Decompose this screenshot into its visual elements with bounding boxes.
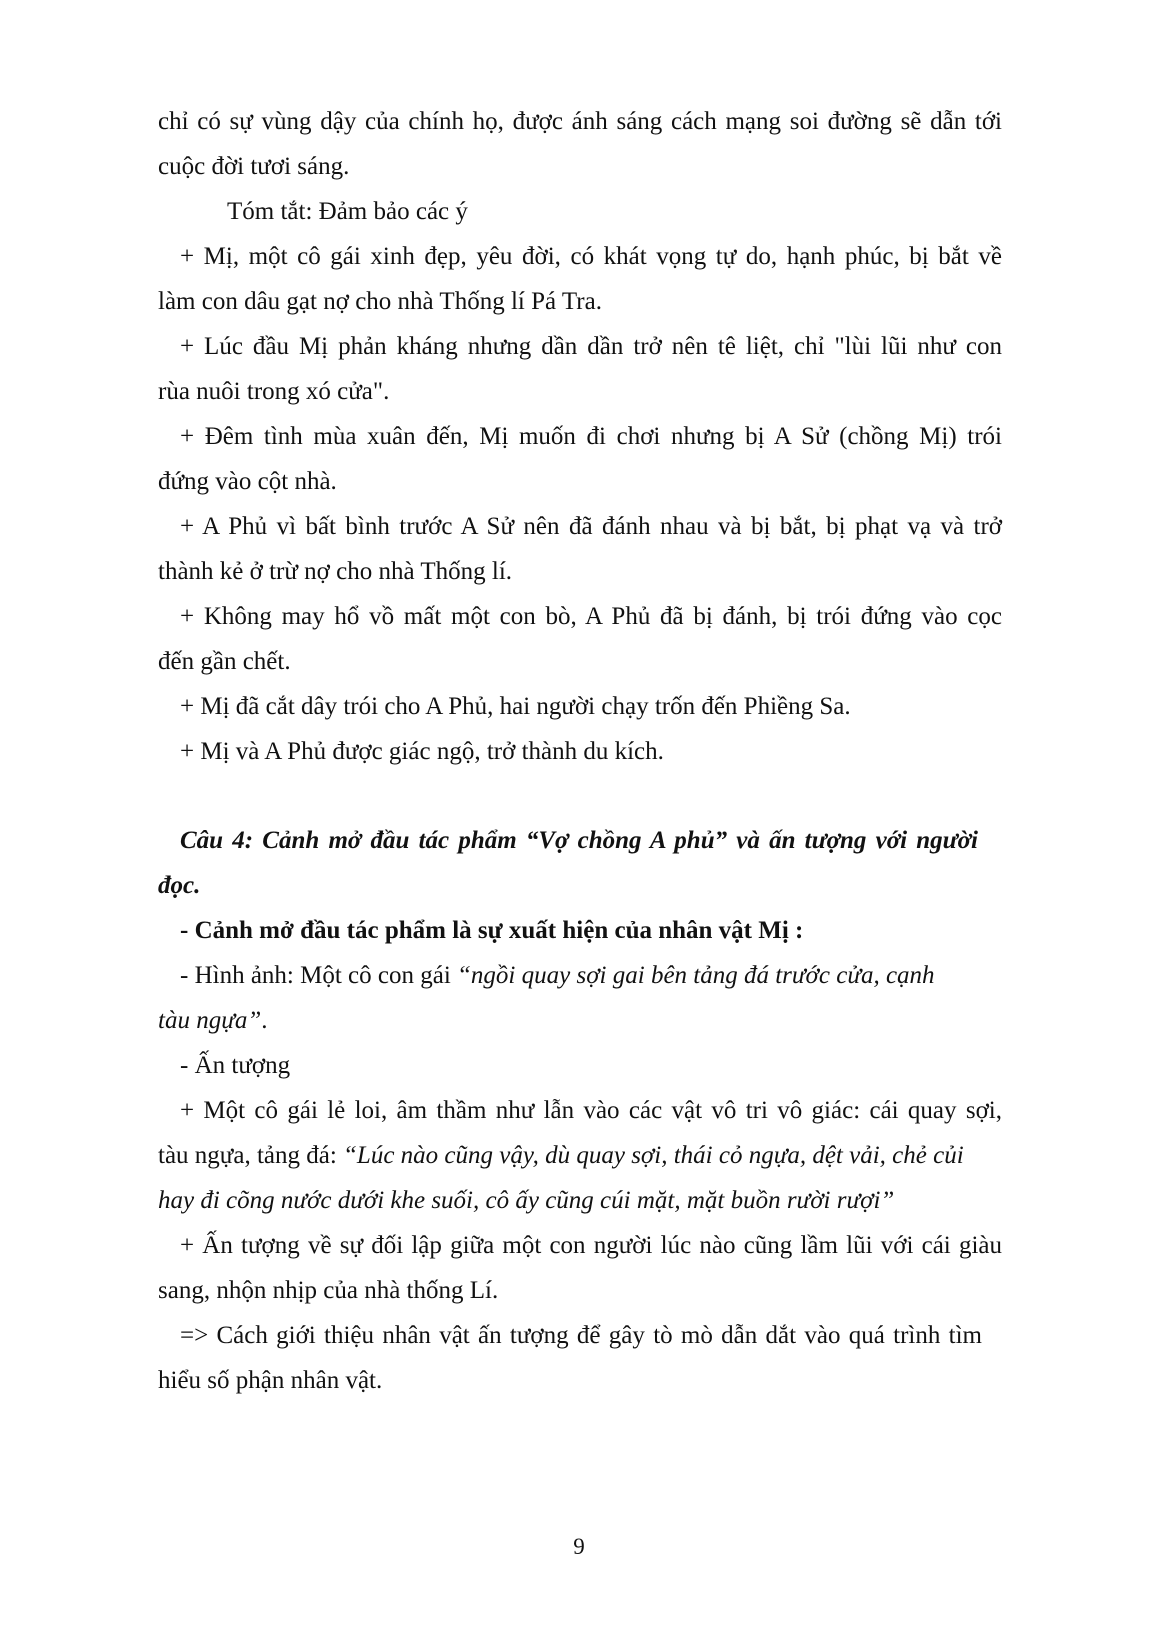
summary-item-1a: + Mị, một cô gái xinh đẹp, yêu đời, có khát vọng tự do, hạnh phúc, bị bắt về: [180, 243, 1002, 270]
impression-1-line-2: [158, 1140, 964, 1172]
question-4-subheading: - Cảnh mở đầu tác phẩm là sự xuất hiện của nhân vật Mị :: [180, 917, 804, 944]
impression-1-quote-2: hay đi cõng nước dưới khe suối, cô ấy cũng cúi mặt, mặt buồn rười rượi”: [158, 1187, 895, 1214]
image-end: .: [261, 1007, 268, 1034]
impression-label: - Ấn tượng: [180, 1052, 291, 1079]
image-quote-part-2: tàu ngựa”: [158, 1007, 262, 1034]
conclusion-line-1: => Cách giới thiệu nhân vật ấn tượng để gây tò mò dẫn dắt vào quá trình tìm: [180, 1322, 982, 1349]
summary-item-5a: + Không may hổ vồ mất một con bò, A Phủ đã bị đánh, bị trói đứng vào cọc: [180, 603, 1002, 630]
summary-item-4a: + A Phủ vì bất bình trước A Sử nên đã đánh nhau và bị bắt, bị phạt vạ và trở: [180, 513, 1002, 540]
intro-line-1: chỉ có sự vùng dậy của chính họ, được ánh sáng cách mạng soi đường sẽ dẫn tới: [158, 108, 1002, 135]
page-number: 9: [573, 1534, 585, 1559]
summary-item-2b: rùa nuôi trong xó cửa".: [158, 378, 390, 405]
image-line-1: [180, 960, 935, 992]
summary-item-5b: đến gần chết.: [158, 648, 291, 675]
summary-item-2a: + Lúc đầu Mị phản kháng nhưng dần dần trở nên tê liệt, chỉ "lùi lũi như con: [180, 333, 1002, 360]
summary-item-7: + Mị và A Phủ được giác ngộ, trở thành du kích.: [180, 738, 664, 765]
impression-1-line-1: + Một cô gái lẻ loi, âm thầm như lẫn vào các vật vô tri vô giác: cái quay sợi,: [180, 1097, 1002, 1124]
question-4-title-line-2: đọc.: [158, 872, 201, 899]
image-line-2: [158, 1005, 268, 1037]
conclusion-line-2: hiểu số phận nhân vật.: [158, 1367, 383, 1394]
impression-1-plain: tàu ngựa, tảng đá:: [158, 1142, 344, 1169]
summary-item-6: + Mị đã cắt dây trói cho A Phủ, hai người chạy trốn đến Phiềng Sa.: [180, 693, 851, 720]
summary-item-1b: làm con dâu gạt nợ cho nhà Thống lí Pá Tra.: [158, 288, 602, 315]
impression-2-line-2: sang, nhộn nhịp của nhà thống Lí.: [158, 1277, 499, 1304]
summary-item-3b: đứng vào cột nhà.: [158, 468, 337, 495]
image-label: - Hình ảnh: Một cô con gái: [180, 962, 458, 989]
impression-1-quote-1: “Lúc nào cũng vậy, dù quay sợi, thái cỏ ngựa, dệt vải, chẻ củi: [343, 1142, 964, 1169]
intro-line-2: cuộc đời tươi sáng.: [158, 153, 350, 180]
question-4-title-line-1: Câu 4: Cảnh mở đầu tác phẩm “Vợ chồng A phủ” và ấn tượng với người: [180, 827, 978, 854]
summary-item-4b: thành kẻ ở trừ nợ cho nhà Thống lí.: [158, 558, 513, 585]
impression-2-line-1: + Ấn tượng về sự đối lập giữa một con người lúc nào cũng lầm lũi với cái giàu: [180, 1232, 1002, 1259]
summary-heading: Tóm tắt: Đảm bảo các ý: [227, 198, 468, 225]
image-quote-part-1: “ngồi quay sợi gai bên tảng đá trước cửa, cạnh: [457, 962, 935, 989]
summary-item-3a: + Đêm tình mùa xuân đến, Mị muốn đi chơi nhưng bị A Sử (chồng Mị) trói: [180, 423, 1002, 450]
